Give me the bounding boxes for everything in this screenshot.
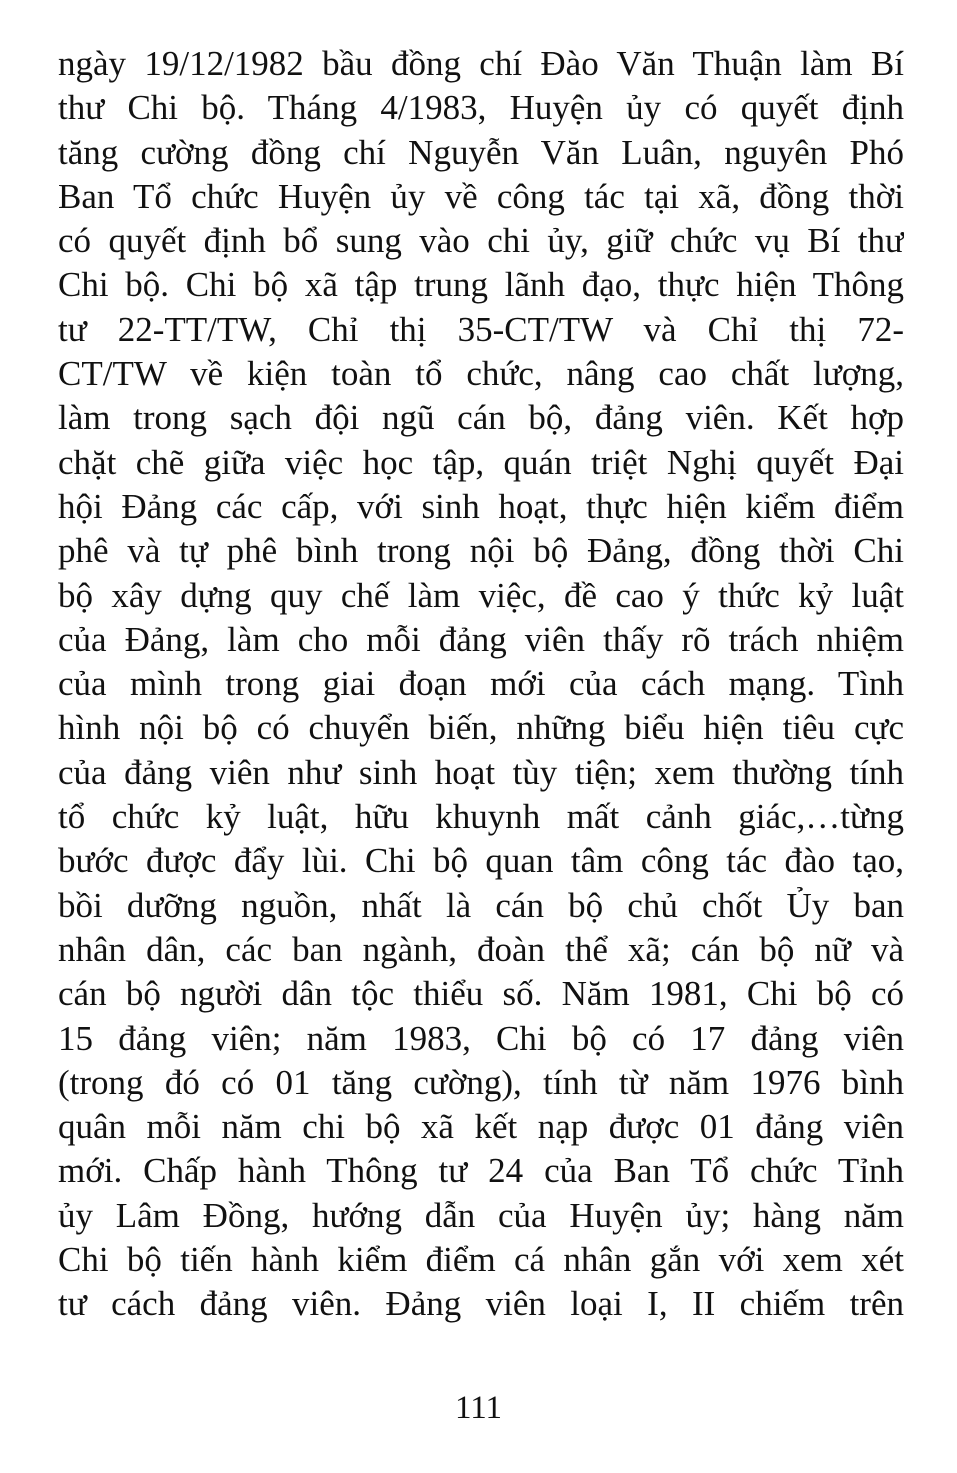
text-line: cán bộ người dân tộc thiểu số. Năm 1981, Chi bộ có (58, 974, 904, 1014)
text-line: của Đảng, làm cho mỗi đảng viên thấy rõ trách nhiệm (58, 619, 904, 659)
text-line: thư Chi bộ. Tháng 4/1983, Huyện ủy có quyết định (58, 88, 904, 128)
text-line: ngày 19/12/1982 bầu đồng chí Đào Văn Thuận làm Bí (58, 44, 904, 83)
text-line: làm trong sạch đội ngũ cán bộ, đảng viên. Kết hợp (58, 398, 904, 438)
text-line: tư 22-TT/TW, Chỉ thị 35-CT/TW và Chỉ thị 72- (58, 309, 904, 349)
body-text (58, 42, 904, 1327)
text-line: tổ chức kỷ luật, hữu khuynh mất cảnh giác,…từng (58, 797, 904, 837)
page-number: 111 (454, 1390, 503, 1426)
text-line: Ban Tổ chức Huyện ủy về công tác tại xã, đồng thời (58, 176, 904, 216)
text-line: bồi dưỡng nguồn, nhất là cán bộ chủ chốt Ủy ban (58, 885, 904, 925)
text-line: nhân dân, các ban ngành, đoàn thể xã; cán bộ nữ và (58, 929, 904, 969)
text-line: Chi bộ tiến hành kiểm điểm cá nhân gắn với xem xét (58, 1240, 904, 1280)
text-line: hội Đảng các cấp, với sinh hoạt, thực hiện kiểm điểm (58, 486, 904, 526)
text-line: của đảng viên như sinh hoạt tùy tiện; xem thường tính (58, 752, 904, 792)
text-line: CT/TW về kiện toàn tổ chức, nâng cao chất lượng, (58, 354, 904, 394)
text-line: 15 đảng viên; năm 1983, Chi bộ có 17 đảng viên (58, 1018, 904, 1058)
text-line: (trong đó có 01 tăng cường), tính từ năm 1976 bình (58, 1062, 904, 1102)
text-line: có quyết định bổ sung vào chi ủy, giữ chức vụ Bí thư (58, 221, 904, 261)
text-line: tư cách đảng viên. Đảng viên loại I, II chiếm trên (58, 1284, 904, 1324)
text-line: của mình trong giai đoạn mới của cách mạng. Tình (58, 664, 904, 704)
text-line: mới. Chấp hành Thông tư 24 của Ban Tổ chức Tỉnh (58, 1151, 904, 1191)
text-line: quân mỗi năm chi bộ xã kết nạp được 01 đảng viên (58, 1107, 904, 1147)
text-line: phê và tự phê bình trong nội bộ Đảng, đồng thời Chi (58, 531, 904, 571)
text-line: bộ xây dựng quy chế làm việc, đề cao ý thức kỷ luật (58, 575, 904, 615)
text-line: bước được đẩy lùi. Chi bộ quan tâm công tác đào tạo, (58, 841, 904, 881)
text-line: Chi bộ. Chi bộ xã tập trung lãnh đạo, thực hiện Thông (58, 265, 904, 305)
text-line: chặt chẽ giữa việc học tập, quán triệt Nghị quyết Đại (58, 442, 904, 482)
text-line: ủy Lâm Đồng, hướng dẫn của Huyện ủy; hàng năm (58, 1195, 904, 1235)
text-line: hình nội bộ có chuyển biến, những biểu hiện tiêu cực (58, 708, 904, 748)
text-line: tăng cường đồng chí Nguyễn Văn Luân, nguyên Phó (58, 132, 904, 172)
